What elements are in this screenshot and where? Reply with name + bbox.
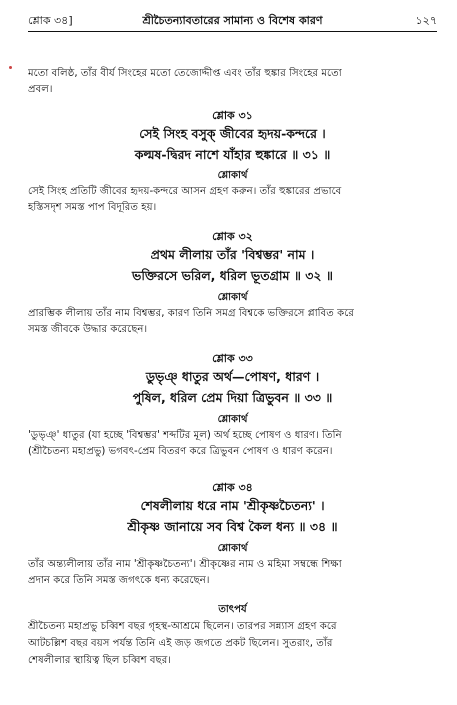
verse-34-line-1: শেষলীলায় ধরে নাম 'শ্রীকৃষ্ণচৈতন্য' । [140, 498, 325, 513]
header-rule [28, 31, 437, 32]
margin-mark [9, 66, 12, 69]
verse-32-translation-line-1: প্রারম্ভিক লীলায় তাঁর নাম বিশ্বম্ভর, কারণ তিনি সমগ্র বিশ্বকে ভক্তিরসে প্লাবিত করে [28, 308, 354, 319]
verse-32-line-2: ভক্তিরসে ভরিল, ধরিল ভূতগ্রাম ॥ ৩২ ॥ [132, 268, 333, 283]
verse-31-translation-line-1: সেই সিংহ প্রতিটি জীবের হৃদয়-কন্দরে আসন গ্রহণ করুন। তাঁর হুঙ্কারের প্রভাবে [28, 186, 342, 197]
purport-heading: তাৎপর্য [218, 604, 247, 615]
purport-line-1: শ্রীচৈতন্য মহাপ্রভু চব্বিশ বছর গৃহস্থ-আশ্রমে ছিলেন। তারপর সন্ন্যাস গ্রহণ করে [28, 621, 337, 632]
intro-line-2: প্রবল। [28, 84, 53, 95]
header-chapter-title: শ্রীচৈতন্যাবতারের সামান্য ও বিশেষ কারণ [142, 14, 323, 27]
verse-34-line-2: শ্রীকৃষ্ণ জানায়ে সব বিশ্ব কৈল ধন্য ॥ ৩৪ ॥ [127, 519, 338, 534]
verse-33-translation-line-1: 'ডুভৃঞ্' ধাতুর (যা হচ্ছে 'বিশ্বম্ভর' শব্দটির মূল) অর্থ হচ্ছে পোষণ ও ধারণ। তিনি [28, 430, 342, 441]
purport-line-3: শেষলীলার স্থায়িত্ব ছিল চব্বিশ বছর। [28, 655, 171, 666]
verse-33-line-2: পুষিল, ধরিল প্রেম দিয়া ত্রিভুবন ॥ ৩৩ ॥ [132, 390, 333, 405]
header-verse-ref: শ্লোক ৩৪] [28, 14, 73, 27]
verse-33-translation-heading: শ্লোকার্থ [217, 414, 248, 425]
verse-31-line-2: কল্মষ-দ্বিরদ নাশে যাঁহার হুঙ্কারে ॥ ৩১ ॥ [134, 147, 331, 162]
verse-33-heading: শ্লোক ৩৩ [212, 352, 253, 365]
verse-32-translation-line-2: সমস্ত জীবকে উদ্ধার করেছেন। [28, 324, 148, 335]
running-header [28, 12, 437, 30]
purport-line-2: আটচল্লিশ বছর বয়স পর্যন্ত তিনি এই জড় জগতে প্রকট ছিলেন। সুতরাং, তাঁর [28, 638, 333, 649]
verse-34-translation-line-2: প্রদান করে তিনি সমস্ত জগৎকে ধন্য করেছেন। [28, 575, 210, 586]
verse-31-heading: শ্লোক ৩১ [212, 109, 253, 122]
header-page-number: ১২৭ [415, 14, 437, 27]
verse-32-translation-heading: শ্লোকার্থ [217, 292, 248, 303]
verse-31-line-1: সেই সিংহ বসুক্ জীবের হৃদয়-কন্দরে । [139, 126, 326, 141]
verse-33-translation-line-2: (শ্রীচৈতন্য মহাপ্রভু) ভগবৎ-প্রেম বিতরণ করে ত্রিভুবন পোষণ ও ধারণ করেন। [28, 446, 333, 457]
verse-32-heading: শ্লোক ৩২ [212, 230, 253, 243]
verse-34-translation-line-1: তাঁর অন্ত্যলীলায় তাঁর নাম 'শ্রীকৃষ্ণচৈতন্য'। শ্রীকৃষ্ণের নাম ও মহিমা সম্বন্ধে শিক্ষা [28, 559, 342, 570]
verse-32-line-1: প্রথম লীলায় তাঁর 'বিশ্বম্ভর' নাম । [150, 247, 315, 262]
verse-31-translation-line-2: হস্তিসদৃশ সমস্ত পাপ বিদূরিত হয়। [28, 202, 157, 213]
verse-33-line-1: ডুভৃঞ্ ধাতুর অর্থ—পোষণ, ধারণ । [145, 369, 320, 384]
verse-34-heading: শ্লোক ৩৪ [212, 481, 253, 494]
intro-line-1: মতো বলিষ্ঠ, তাঁর বীর্য সিংহের মতো তেজোদ্দীপ্ত এবং তাঁর হুঙ্কার সিংহের মতো [28, 68, 342, 79]
verse-34-translation-heading: শ্লোকার্থ [217, 543, 248, 554]
verse-31-translation-heading: শ্লোকার্থ [217, 170, 248, 181]
